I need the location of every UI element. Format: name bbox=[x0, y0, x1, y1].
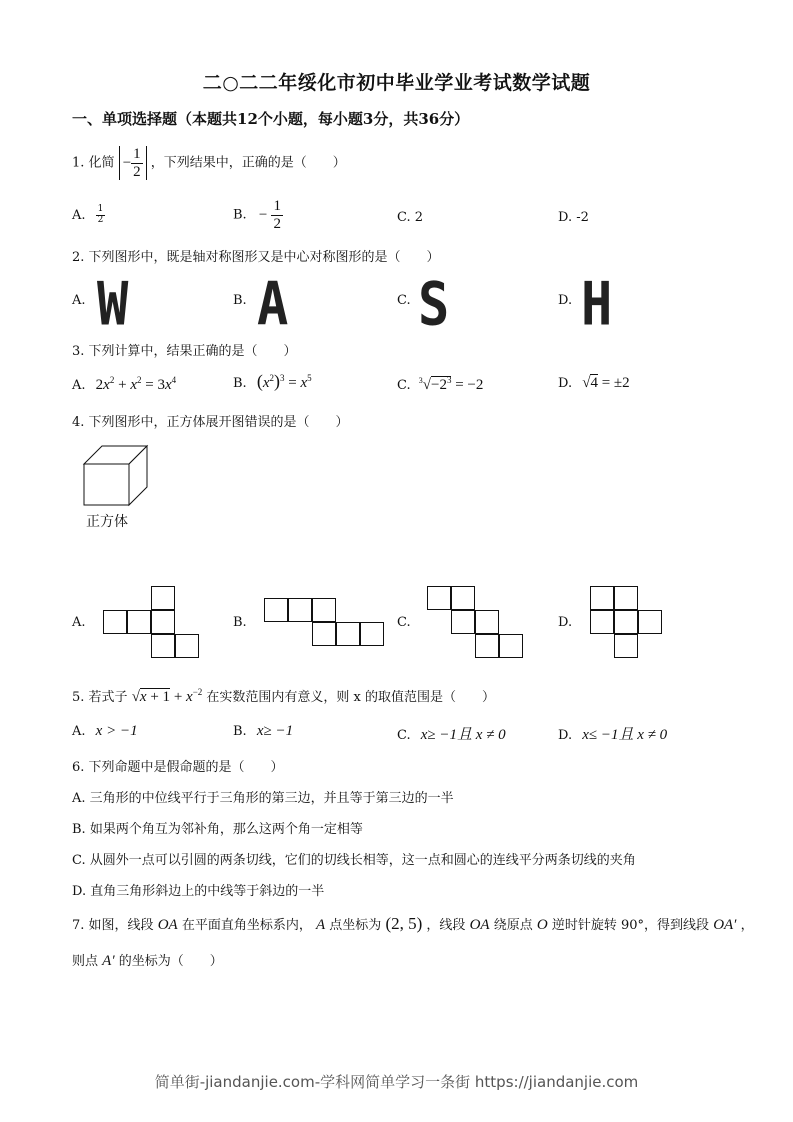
question-4-stem: 4. 下列图形中，正方体展开图错误的是（ ） bbox=[72, 415, 349, 430]
q5-option-c[interactable]: C. x≥ −1且 x ≠ 0 bbox=[397, 727, 506, 743]
q5-option-d[interactable]: D. x≤ −1且 x ≠ 0 bbox=[558, 727, 668, 743]
q6-option-b[interactable]: B. 如果两个角互为邻补角，那么这两个角一定相等 bbox=[72, 822, 363, 837]
letter-w-figure: W bbox=[97, 270, 129, 340]
net-cell bbox=[475, 634, 499, 658]
net-cell bbox=[499, 634, 523, 658]
letter-a-figure: A bbox=[257, 270, 289, 340]
q4-option-c-label[interactable]: C. bbox=[397, 615, 411, 630]
net-cell bbox=[288, 598, 312, 622]
letter-s-figure: S bbox=[418, 270, 450, 340]
net-cell bbox=[175, 634, 199, 658]
q5-option-a[interactable]: A. x > −1 bbox=[72, 723, 138, 739]
question-3-stem: 3. 下列计算中，结果正确的是（ ） bbox=[72, 344, 297, 359]
question-7-stem-line1: 7. 如图，线段 OA 在平面直角坐标系内， A 点坐标为 (2, 5) ，线段 OA 绕原点 O 逆时针旋转 90°，得到线段 OA′ ， bbox=[72, 914, 754, 933]
q3-option-a-expr: $2x^2 + x^2 = 3x^4$ bbox=[95, 375, 177, 393]
q3-option-c[interactable]: C. $^3√-2^3 = -2$ bbox=[397, 375, 484, 393]
net-cell bbox=[360, 622, 384, 646]
section-heading: 一、单项选择题（本题共12个小题，每小题3分，共36分） bbox=[72, 110, 470, 128]
q1-option-a[interactable]: A. $\frac{1}{2}$ bbox=[72, 204, 104, 225]
net-cell bbox=[614, 634, 638, 658]
q6-option-d[interactable]: D. 直角三角形斜边上的中线等于斜边的一半 bbox=[72, 884, 325, 899]
q3-option-a[interactable]: A. $2x^2 + x^2 = 3x^4$ bbox=[72, 375, 177, 393]
net-cell bbox=[127, 610, 151, 634]
q6-option-c[interactable]: C. 从圆外一点可以引圆的两条切线，它们的切线长相等，这一点和圆心的连线平分两条切线的夹角 bbox=[72, 853, 636, 868]
cube-figure bbox=[82, 444, 152, 508]
net-cell bbox=[336, 622, 360, 646]
question-5-stem: 5. 若式子 $√x + 1 + x^{-2}$ 在实数范围内有意义，则 x 的取值范围是（ ） bbox=[72, 687, 496, 705]
question-2-stem: 2. 下列图形中，既是轴对称图形又是中心对称图形的是（ ） bbox=[72, 250, 440, 265]
net-cell bbox=[312, 598, 336, 622]
net-cell bbox=[614, 586, 638, 610]
question-6-stem: 6. 下列命题中是假命题的是（ ） bbox=[72, 760, 284, 775]
q5-expression: $√x + 1 + x^{-2}$ bbox=[131, 687, 203, 705]
q1-option-b[interactable]: B. − $\frac{1}{2}$ bbox=[233, 198, 281, 232]
net-cell bbox=[590, 610, 614, 634]
footer-watermark: 简单街-jiandanjie.com-学科网简单学习一条街 https://jiandanjie.com bbox=[154, 1073, 639, 1091]
net-cell bbox=[475, 610, 499, 634]
q4-option-b-label[interactable]: B. bbox=[233, 615, 247, 630]
net-cell bbox=[638, 610, 662, 634]
q3-option-b[interactable]: B. $(x^2)^3 = x^5$ bbox=[233, 371, 312, 391]
q2-option-b-label[interactable]: B. bbox=[233, 293, 247, 308]
q6-option-a[interactable]: A. 三角形的中位线平行于三角形的第三边，并且等于第三边的一半 bbox=[72, 791, 454, 806]
q2-option-a-label[interactable]: A. bbox=[72, 293, 86, 308]
net-cell bbox=[103, 610, 127, 634]
net-cell bbox=[590, 586, 614, 610]
q3-option-d[interactable]: D. √4 = ±2 bbox=[558, 375, 630, 391]
q3-option-c-expr: $^3√-2^3 = -2$ bbox=[418, 375, 484, 393]
q1-option-c[interactable]: C. 2 bbox=[397, 210, 424, 225]
net-cell bbox=[427, 586, 451, 610]
question-1-stem: 1. 化简 − $\frac{1}{2}$ ，下列结果中，正确的是（ ） bbox=[72, 146, 346, 180]
q4-option-d-label[interactable]: D. bbox=[558, 615, 573, 630]
q2-option-d-label[interactable]: D. bbox=[558, 293, 573, 308]
q5-option-b[interactable]: B. x≥ −1 bbox=[233, 723, 294, 739]
q2-option-c-label[interactable]: C. bbox=[397, 293, 411, 308]
net-cell bbox=[151, 634, 175, 658]
q1-option-d[interactable]: D. -2 bbox=[558, 210, 589, 225]
abs-value-expression: − $\frac{1}{2}$ bbox=[119, 146, 147, 180]
net-cell bbox=[614, 610, 638, 634]
cube-label: 正方体 bbox=[86, 514, 128, 530]
net-cell bbox=[312, 622, 336, 646]
question-7-stem-line2: 则点 A′ 的坐标为（ ） bbox=[72, 953, 223, 969]
letter-h-figure: H bbox=[581, 270, 613, 340]
net-cell bbox=[451, 586, 475, 610]
net-cell bbox=[151, 610, 175, 634]
page-title: 二○二二年绥化市初中毕业学业考试数学试题 bbox=[202, 72, 591, 94]
q3-option-d-expr: √4 = ±2 bbox=[582, 375, 630, 391]
net-cell bbox=[151, 586, 175, 610]
net-cell bbox=[451, 610, 475, 634]
q4-option-a-label[interactable]: A. bbox=[72, 615, 86, 630]
q3-option-b-expr: $(x^2)^3 = x^5$ bbox=[256, 371, 312, 391]
net-cell bbox=[264, 598, 288, 622]
